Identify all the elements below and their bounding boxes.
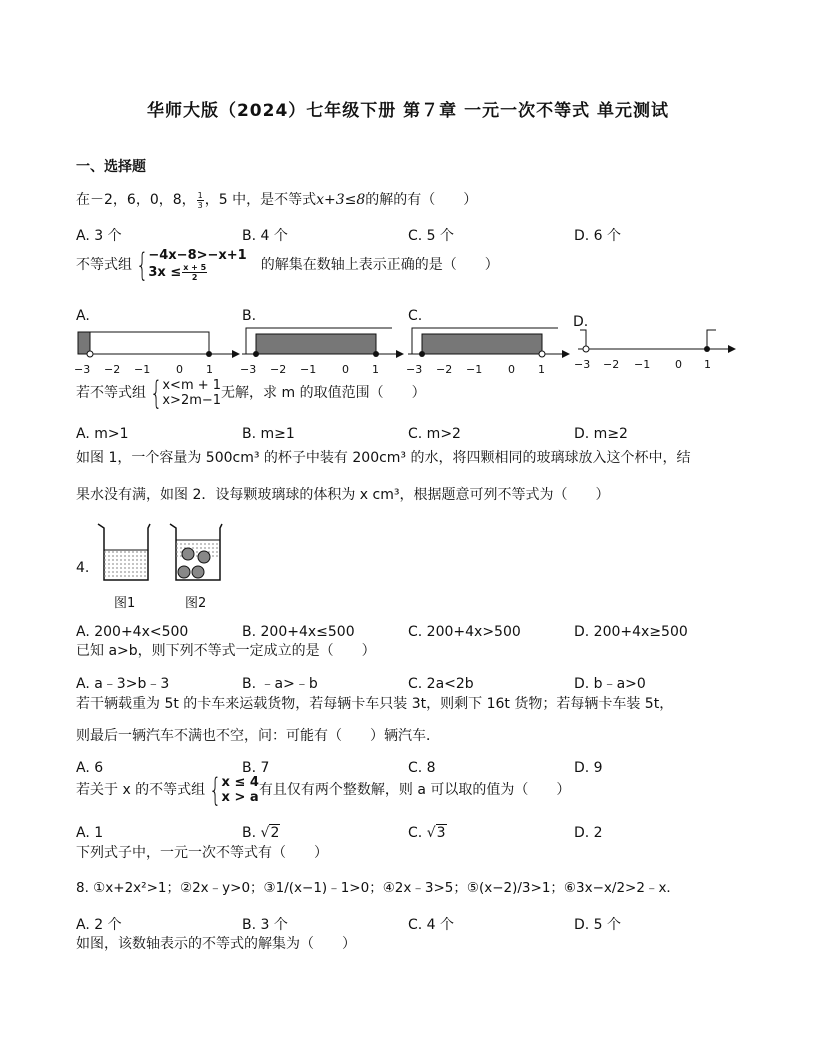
svg-text:1: 1 <box>206 363 213 376</box>
sqrt-symbol: √2 <box>260 825 280 841</box>
svg-text:0: 0 <box>342 363 349 376</box>
question-1-stem <box>76 190 477 210</box>
svg-text:−1: −1 <box>134 363 151 376</box>
q2-option-b-label[interactable]: B. <box>242 308 257 324</box>
number-line-d[interactable] <box>574 330 736 371</box>
q6-option-d[interactable]: D. 9 <box>574 760 603 776</box>
q4-text-line-2: 果水没有满，如图 2．设每颗玻璃球的体积为 x cm³，根据题意可列不等式为（ ） <box>76 487 610 503</box>
q7-option-d[interactable]: D. 2 <box>574 825 603 841</box>
q4-option-d[interactable]: D. 200+4x≥500 <box>574 624 688 640</box>
q2-ineq-1: −4x−8>−x+1 <box>148 248 247 263</box>
q3-tail: 无解，求 m 的取值范围（ ） <box>221 385 426 401</box>
q7-lead: 若关于 x 的不等式组 <box>76 782 206 798</box>
q8-option-a[interactable]: A. 2 个 <box>76 917 122 933</box>
q3-option-a[interactable]: A. m>1 <box>76 426 129 442</box>
beaker-figure-2 <box>170 524 222 580</box>
q3-lead: 若不等式组 <box>76 385 146 401</box>
q1-text-a: 在－2，6，0，8， <box>76 192 196 208</box>
question-2-stem <box>76 248 499 282</box>
q3-ineq-1: x<m + 1 <box>162 378 222 393</box>
svg-text:−3: −3 <box>74 363 91 376</box>
svg-text:−2: −2 <box>436 363 453 376</box>
section-heading-choice: 一、选择题 <box>76 159 146 175</box>
q2-system <box>148 248 246 282</box>
q2-fraction: $\frac{x + 5}{2}$ <box>183 263 207 282</box>
q6-option-a[interactable]: A. 6 <box>76 760 104 776</box>
svg-text:1: 1 <box>704 358 711 371</box>
q6-text-line-1: 若干辆载重为 5t 的卡车来运载货物，若每辆卡车只装 3t，则剩下 16t 货物；若每辆卡车装 5t， <box>76 696 674 712</box>
number-line-b[interactable] <box>240 328 404 376</box>
q5-option-a[interactable]: A. a﹣3>b﹣3 <box>76 676 170 692</box>
q2-option-c-label[interactable]: C. <box>408 308 423 324</box>
svg-text:−2: −2 <box>104 363 121 376</box>
q3-system <box>162 378 221 408</box>
q4-option-b[interactable]: B. 200+4x≤500 <box>242 624 355 640</box>
svg-text:−3: −3 <box>574 358 591 371</box>
q3-option-b[interactable]: B. m≥1 <box>242 426 295 442</box>
q7-brace: { <box>209 771 222 809</box>
q6-option-b[interactable]: B. 7 <box>242 760 270 776</box>
q4-text-line-1: 如图 1，一个容量为 500cm³ 的杯子中装有 200cm³ 的水，将四颗相同的玻璃球放入这个杯中，结 <box>76 450 691 466</box>
svg-text:0: 0 <box>675 358 682 371</box>
svg-text:−1: −1 <box>300 363 317 376</box>
svg-text:−2: −2 <box>270 363 287 376</box>
q1-text-b: ，5 中，是不等式 <box>204 192 317 208</box>
figure-1-caption: 图1 <box>114 596 136 611</box>
q1-fraction: $\frac{1}{3}$ <box>197 190 203 210</box>
svg-text:0: 0 <box>176 363 183 376</box>
q4-number: 4. <box>76 560 90 576</box>
q7-ineq-2: x > a <box>221 790 259 805</box>
q1-option-d[interactable]: D. 6 个 <box>574 228 622 244</box>
q7-system <box>222 775 259 805</box>
q4-option-c[interactable]: C. 200+4x>500 <box>408 624 521 640</box>
q2-number-lines <box>70 320 750 380</box>
question-5-stem: 已知 a>b，则下列不等式一定成立的是（ ） <box>76 643 376 659</box>
q8-option-c[interactable]: C. 4 个 <box>408 917 455 933</box>
q2-option-a-label[interactable]: A. <box>76 308 90 324</box>
q8-option-d[interactable]: D. 5 个 <box>574 917 622 933</box>
question-8-stem: 下列式子中，一元一次不等式有（ ） <box>76 845 328 861</box>
q1-text-c: 的解的有（ ） <box>365 192 478 208</box>
q2-ineq-2: 3x ≤ <box>148 265 182 280</box>
q6-text-line-2: 则最后一辆汽车不满也不空，问：可能有（ ）辆汽车． <box>76 728 440 744</box>
q1-option-c[interactable]: C. 5 个 <box>408 228 455 244</box>
svg-text:−1: −1 <box>466 363 483 376</box>
svg-text:−3: −3 <box>240 363 257 376</box>
q1-expression: x+3≤8 <box>316 192 366 208</box>
q2-lead: 不等式组 <box>76 257 132 273</box>
q3-option-d[interactable]: D. m≥2 <box>574 426 628 442</box>
figure-2-caption: 图2 <box>185 596 207 611</box>
q5-option-c[interactable]: C. 2a<2b <box>408 676 474 692</box>
beaker-figure-1 <box>98 524 150 580</box>
sqrt-symbol: √3 <box>426 825 446 841</box>
q5-option-b[interactable]: B. ﹣a>﹣b <box>242 676 318 692</box>
question-7-stem <box>76 771 571 809</box>
q7-ineq-1: x ≤ 4 <box>221 775 259 790</box>
page-title: 华师大版（2024）七年级下册 第７章 一元一次不等式 单元测试 <box>146 101 670 121</box>
q6-option-c[interactable]: C. 8 <box>408 760 436 776</box>
svg-text:1: 1 <box>538 363 545 376</box>
q3-option-c[interactable]: C. m>2 <box>408 426 461 442</box>
q7-tail: 有且仅有两个整数解，则 a 可以取的值为（ ） <box>258 782 571 798</box>
q1-option-b[interactable]: B. 4 个 <box>242 228 288 244</box>
q4-option-a[interactable]: A. 200+4x<500 <box>76 624 189 640</box>
number-line-c[interactable] <box>406 328 570 376</box>
q2-option-d-label[interactable]: D. <box>573 314 589 330</box>
q8-option-b[interactable]: B. 3 个 <box>242 917 288 933</box>
q3-brace: { <box>150 374 163 412</box>
svg-text:−2: −2 <box>603 358 620 371</box>
q2-tail: 的解集在数轴上表示正确的是（ ） <box>260 257 499 273</box>
q7-option-a[interactable]: A. 1 <box>76 825 104 841</box>
q1-option-a[interactable]: A. 3 个 <box>76 228 122 244</box>
q7-option-c[interactable]: C. √3 <box>408 825 446 841</box>
question-3-stem <box>76 374 426 412</box>
q7-option-b[interactable]: B. √2 <box>242 825 280 841</box>
question-9-stem: 如图，该数轴表示的不等式的解集为（ ） <box>76 936 356 952</box>
q3-ineq-2: x>2m−1 <box>162 393 222 408</box>
svg-text:−1: −1 <box>634 358 651 371</box>
svg-text:−3: −3 <box>406 363 423 376</box>
svg-text:0: 0 <box>508 363 515 376</box>
q5-option-d[interactable]: D. b﹣a>0 <box>574 676 646 692</box>
number-line-a[interactable] <box>74 332 240 376</box>
q8-items: 8. ①x+2x²>1；②2x﹣y>0；③1/(x−1)﹣1>0；④2x﹣3>5；⑤(x−2)/3>1；⑥3x−x/2>2﹣x． <box>76 880 680 896</box>
q2-brace: { <box>136 246 149 284</box>
q4-beaker-figures <box>96 520 226 586</box>
svg-text:1: 1 <box>372 363 379 376</box>
